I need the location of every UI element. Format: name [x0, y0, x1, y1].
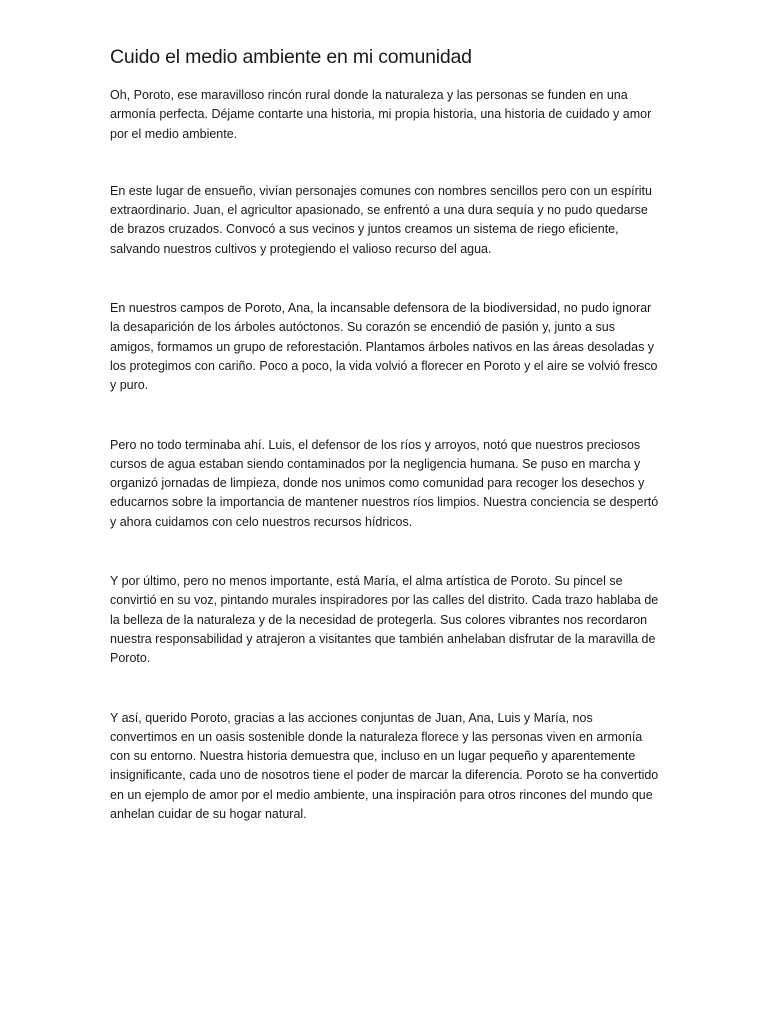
document-title: Cuido el medio ambiente en mi comunidad	[110, 46, 472, 68]
paragraph-ana: En nuestros campos de Poroto, Ana, la incansable defensora de la biodiversidad, no pudo ignorar la desaparición de los árboles autóctonos. Su corazón se encendió de pasión y, junto a sus amigos, formamos un grupo de reforestación. Plantamos árboles nativos en las áreas desoladas y los protegimos con cariño. Poco a poco, la vida volvió a florecer en Poroto y el aire se volvió fresco y puro.	[110, 301, 658, 393]
paragraph-intro: Oh, Poroto, ese maravilloso rincón rural donde la naturaleza y las personas se funden en una armonía perfecta. Déjame contarte una historia, mi propia historia, una historia de cuidado y amor por el medio ambiente.	[110, 88, 652, 141]
document-body	[110, 42, 662, 864]
paragraph-juan: En este lugar de ensueño, vivían personajes comunes con nombres sencillos pero con un espíritu extraordinario. Juan, el agricultor apasionado, se enfrentó a una dura sequía y no pudo quedarse de brazos cruzados. Convocó a sus vecinos y juntos creamos un sistema de riego eficiente, salvando nuestros cultivos y protegiendo el valioso recurso del agua.	[110, 183, 652, 256]
paragraph-maria: Y por último, pero no menos importante, está María, el alma artística de Poroto. Su pincel se convirtió en su voz, pintando murales inspiradores por las calles del distrito. Cada trazo hablaba de la belleza de la naturaleza y de la necesidad de protegerla. Sus colores vibrantes nos recordaron nuestra responsabilidad y atrajeron a visitantes que también anhelaban disfrutar de la maravilla de Poroto.	[110, 574, 659, 666]
paragraph-conclusion: Y así, querido Poroto, gracias a las acciones conjuntas de Juan, Ana, Luis y María, nos convertimos en un oasis sostenible donde la naturaleza florece y las personas viven en armonía con su entorno. Nuestra historia demuestra que, incluso en un lugar pequeño y aparentemente insignificante, cada uno de nosotros tiene el poder de marcar la diferencia. Poroto se ha convertido en un ejemplo de amor por el medio ambiente, una inspiración para otros rincones del mundo que anhelan cuidar de su hogar natural.	[110, 710, 659, 822]
paragraph-luis: Pero no todo terminaba ahí. Luis, el defensor de los ríos y arroyos, notó que nuestros preciosos cursos de agua estaban siendo contaminados por la negligencia humana. Se puso en marcha y organizó jornadas de limpieza, donde nos unimos como comunidad para recoger los desechos y educarnos sobre la importancia de mantener nuestros ríos limpios. Nuestra conciencia se despertó y ahora cuidamos con celo nuestros recursos hídricos.	[110, 437, 659, 529]
